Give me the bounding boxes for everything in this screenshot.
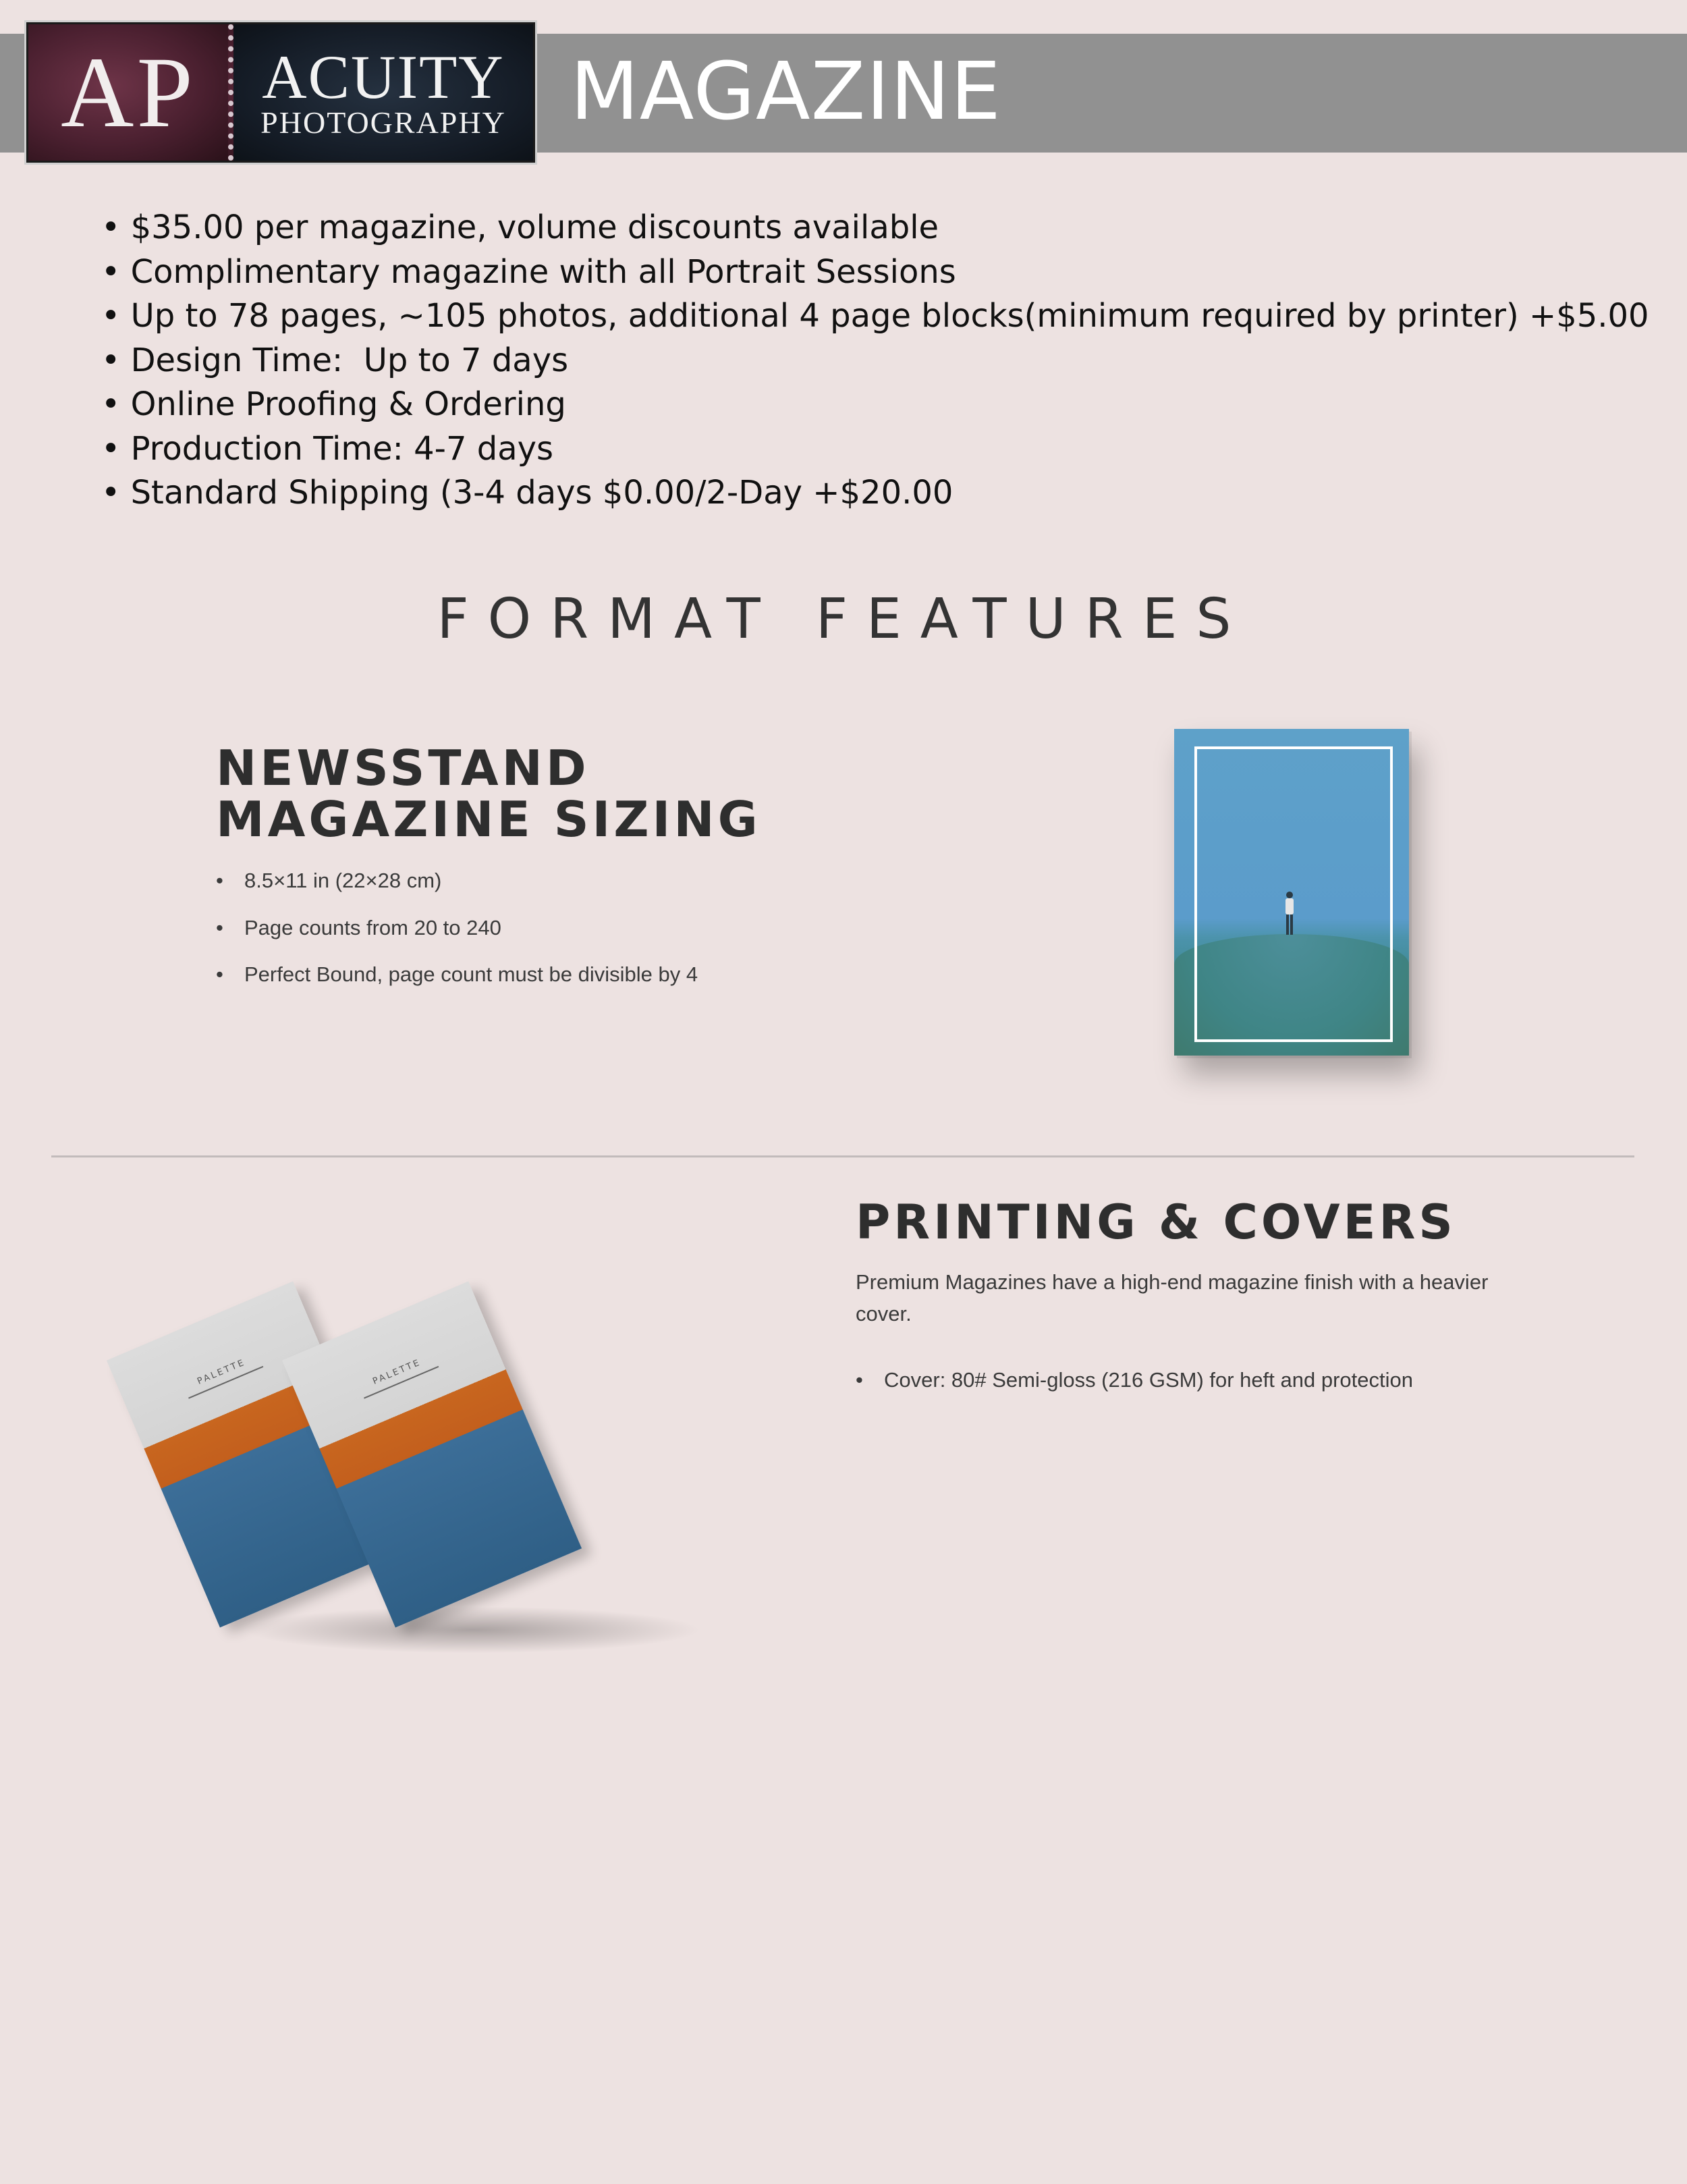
pricing-item: • Design Time: Up to 7 days [101, 339, 1649, 383]
printing-description: Premium Magazines have a high-end magazine finish with a heavier cover. [856, 1270, 1489, 1326]
spec-item: • Cover: 80# Semi-gloss (216 GSM) for heft and protection [856, 1367, 1413, 1414]
cover-label: PALETTE [371, 1357, 423, 1387]
logo-name-line2: PHOTOGRAPHY [260, 105, 506, 140]
acuity-photography-logo [28, 24, 533, 161]
magazine-mockup-image [115, 1269, 722, 1674]
logo-monogram-panel [28, 24, 233, 161]
magazine-cover-image [1174, 729, 1409, 1056]
logo-name-panel [233, 24, 533, 161]
pricing-item: • Online Proofing & Ordering [101, 383, 1649, 427]
pricing-item: • Up to 78 pages, ~105 photos, additional 4 page blocks(minimum required by printer) +$5.00 [101, 294, 1649, 339]
pricing-item: • Standard Shipping (3-4 days $0.00/2-Day +$20.00 [101, 471, 1649, 516]
spec-item: • 8.5×11 in (22×28 cm) [216, 867, 698, 914]
section-divider [51, 1155, 1634, 1157]
printing-heading: PRINTING & COVERS [856, 1195, 1456, 1250]
spec-item: • Page counts from 20 to 240 [216, 914, 698, 962]
logo-monogram: AP [61, 36, 196, 148]
mockup-shadow [243, 1606, 702, 1654]
page-title: MAGAZINE [570, 45, 1002, 138]
pricing-item: • Complimentary magazine with all Portrait Sessions [101, 250, 1649, 295]
newsstand-heading-line1: NEWSSTAND [216, 740, 590, 796]
cover-frame [1194, 746, 1393, 1042]
cover-label: PALETTE [196, 1357, 248, 1387]
pricing-item: • $35.00 per magazine, volume discounts available [101, 206, 1649, 250]
format-features-heading: FORMAT FEATURES [437, 587, 1250, 651]
newsstand-heading-line2: MAGAZINE SIZING [216, 791, 761, 848]
printing-spec-list [856, 1367, 1413, 1414]
pricing-item: • Production Time: 4-7 days [101, 427, 1649, 472]
logo-name-line1: ACUITY [262, 43, 505, 111]
pricing-list [101, 206, 1649, 516]
newsstand-spec-list [216, 867, 698, 1008]
newsstand-heading [216, 740, 761, 848]
spec-item: • Perfect Bound, page count must be divisible by 4 [216, 961, 698, 1008]
